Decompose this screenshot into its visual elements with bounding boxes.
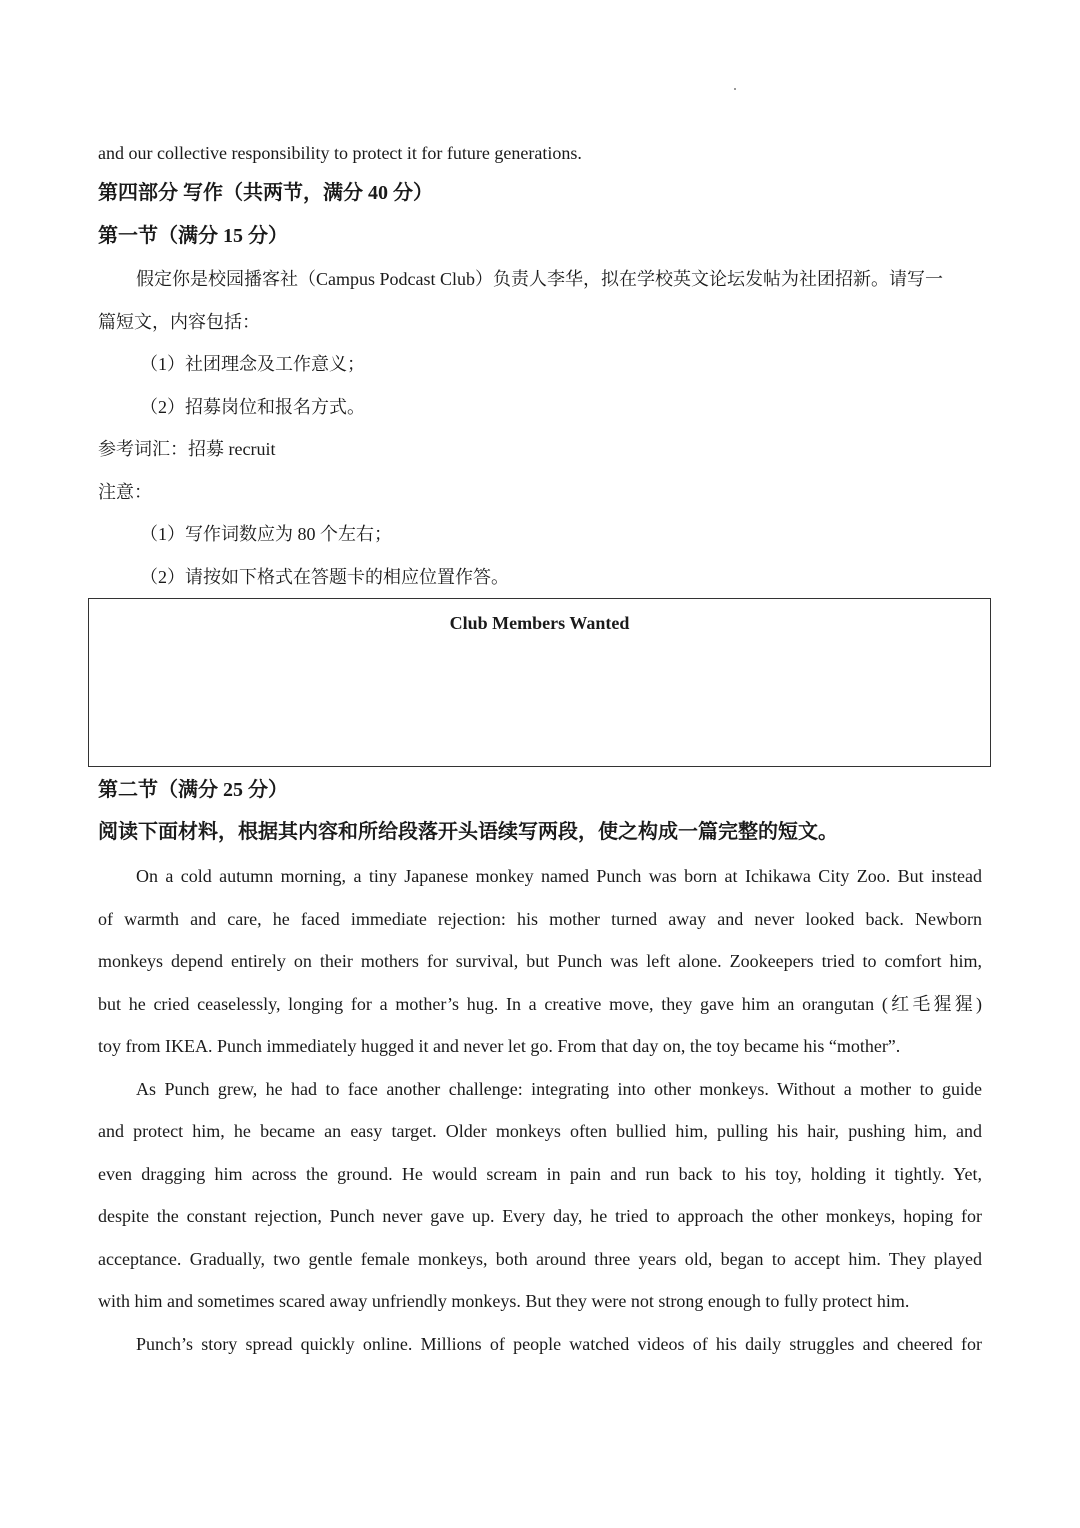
para2-line-6: with him and sometimes scared away unfriendly monkeys. But they were not strong enough to fully protect him. (98, 1291, 910, 1311)
answer-box (88, 598, 991, 767)
content-item-2: （2）招募岗位和报名方式。 (140, 397, 365, 417)
part4-heading: 第四部分 写作（共两节，满分 40 分） (98, 182, 433, 204)
para2-line-4: despite the constant rejection, Punch never gave up. Every day, he tried to approach the other monkeys, hoping for (98, 1206, 982, 1226)
note-item-2: （2）请按如下格式在答题卡的相应位置作答。 (140, 567, 509, 587)
para1-line-3: monkeys depend entirely on their mothers for survival, but Punch was left alone. Zookeepers tried to comfort him, (98, 951, 982, 971)
section2-instruction: 阅读下面材料，根据其内容和所给段落开头语续写两段，使之构成一篇完整的短文。 (98, 821, 838, 843)
section2-heading: 第二节（满分 25 分） (98, 779, 288, 801)
intro-line: and our collective responsibility to protect it for future generations. (98, 143, 582, 163)
para2-line-5: acceptance. Gradually, two gentle female monkeys, both around three years old, began to accept him. They played (98, 1249, 982, 1269)
notes-label: 注意： (98, 482, 152, 502)
para1-line-1: On a cold autumn morning, a tiny Japanese monkey named Punch was born at Ichikawa City Zoo. But instead (136, 866, 982, 886)
section1-heading: 第一节（满分 15 分） (98, 225, 288, 247)
content-item-1: （1）社团理念及工作意义； (140, 354, 365, 374)
prompt-line-2: 篇短文，内容包括： (98, 312, 260, 332)
scan-dot (734, 88, 736, 90)
vocab-line: 参考词汇：招募 recruit (98, 439, 276, 459)
para1-line-4: but he cried ceaselessly, longing for a mother’s hug. In a creative move, they gave him an orangutan (红毛猩猩) (98, 994, 982, 1014)
para1-line-2: of warmth and care, he faced immediate rejection: his mother turned away and never looked back. Newborn (98, 909, 982, 929)
note-item-1: （1）写作词数应为 80 个左右； (140, 524, 392, 544)
para2-line-1: As Punch grew, he had to face another challenge: integrating into other monkeys. Without a mother to guide (136, 1079, 982, 1099)
prompt-line-1: 假定你是校园播客社（Campus Podcast Club）负责人李华，拟在学校英文论坛发帖为社团招新。请写一 (136, 269, 943, 289)
para2-line-2: and protect him, he became an easy target. Older monkeys often bullied him, pulling his hair, pushing him, and (98, 1121, 982, 1141)
para1-line-5: toy from IKEA. Punch immediately hugged it and never let go. From that day on, the toy became his “mother”. (98, 1036, 901, 1056)
answer-box-title: Club Members Wanted (449, 613, 630, 633)
para3-line-1: Punch’s story spread quickly online. Millions of people watched videos of his daily struggles and cheered for (136, 1334, 982, 1354)
para2-line-3: even dragging him across the ground. He would scream in pain and run back to his toy, holding it tightly. Yet, (98, 1164, 982, 1184)
